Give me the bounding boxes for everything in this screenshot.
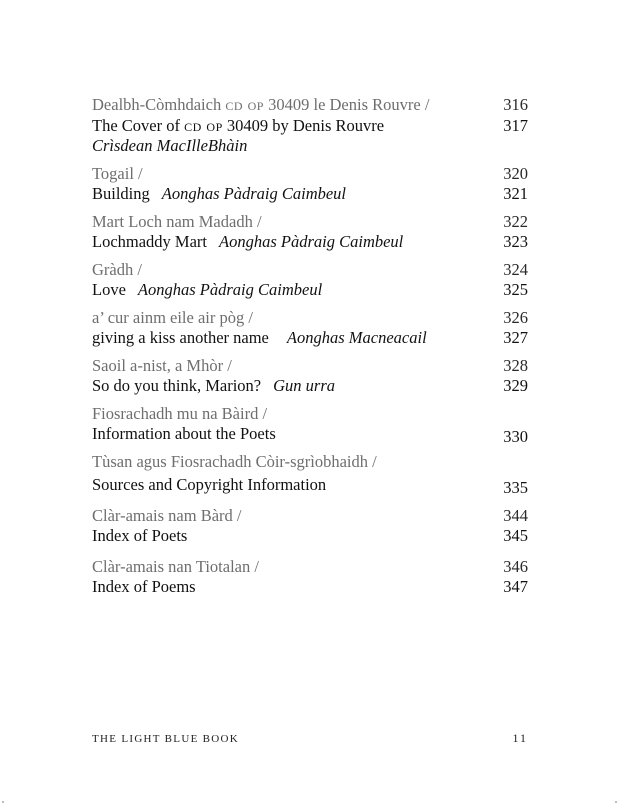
toc-gaelic-line	[92, 164, 528, 185]
toc-gaelic-line	[92, 404, 528, 425]
page-footer	[92, 731, 528, 746]
toc-english-title: Information about the Poets	[92, 424, 276, 443]
toc-entry	[92, 452, 528, 496]
toc-gaelic-title: Mart Loch nam Madadh /	[92, 211, 262, 231]
toc-page-number: 335	[503, 478, 528, 497]
running-title: THE LIGHT BLUE BOOK	[92, 733, 240, 745]
toc-entry	[92, 356, 528, 397]
toc-gaelic-title: a’ cur ainm eile air pòg /	[92, 307, 253, 327]
toc-gaelic-title: Tùsan agus Fiosrachadh Còir-sgrìobhaidh /	[92, 451, 377, 471]
toc-entry	[92, 557, 528, 598]
toc-page-number: 330	[503, 427, 528, 446]
toc-gaelic-line	[92, 356, 528, 377]
toc-page-number: 316	[503, 95, 528, 114]
toc-page-number: 329	[503, 376, 528, 395]
catalogue-prefix: cd op	[225, 95, 264, 114]
toc-english-line	[92, 577, 528, 598]
toc-gaelic-line	[92, 452, 528, 473]
toc-page-number: 322	[503, 211, 528, 231]
toc-english-line	[92, 376, 528, 397]
toc-gaelic-line	[92, 260, 528, 281]
toc-author: Crìsdean MacIlleBhàin	[92, 136, 248, 155]
page-folio: 11	[512, 731, 528, 745]
toc-page-number: 324	[503, 259, 528, 279]
toc-author: Aonghas Macneacail	[286, 328, 427, 347]
toc-gaelic-line	[92, 308, 528, 329]
toc-english-title: Sources and Copyright Information	[92, 475, 327, 494]
toc-english-title: Lochmaddy Mart Aonghas Pàdraig Caimbeul	[92, 232, 404, 251]
toc-entry	[92, 212, 528, 253]
toc-gaelic-title: Dealbh-Còmhdaich cd op 30409 le Denis Rouvre /	[92, 95, 430, 114]
toc-author: Aonghas Pàdraig Caimbeul	[161, 184, 347, 203]
toc-gaelic-title: Clàr-amais nam Bàrd /	[92, 505, 242, 525]
toc-gaelic-title: Togail /	[92, 163, 143, 183]
toc-english-title: Index of Poets	[92, 526, 188, 545]
toc-page-number: 326	[503, 307, 528, 327]
toc-page-number: 328	[503, 355, 528, 375]
toc-page-number: 323	[503, 232, 528, 251]
toc-gaelic-line	[92, 212, 528, 233]
toc-page-number: 327	[503, 328, 528, 347]
toc-gaelic-title: Saoil a-nist, a Mhòr /	[92, 355, 232, 375]
toc-page-number: 320	[503, 163, 528, 183]
toc-english-title: Building Aonghas Pàdraig Caimbeul	[92, 184, 347, 203]
crop-mark	[615, 801, 617, 803]
catalogue-prefix: cd op	[184, 115, 223, 135]
toc-english-line	[92, 280, 528, 301]
toc-entry	[92, 506, 528, 547]
toc-page-number: 345	[503, 526, 528, 545]
toc-english-line	[92, 232, 528, 253]
toc-english-line	[92, 424, 528, 445]
table-of-contents	[92, 95, 528, 605]
toc-page-number: 347	[503, 577, 528, 596]
toc-gaelic-line	[92, 95, 528, 116]
toc-author: Aonghas Pàdraig Caimbeul	[219, 232, 404, 251]
toc-page-number: 344	[503, 505, 528, 525]
toc-gaelic-title: Clàr-amais nan Tiotalan /	[92, 556, 259, 576]
toc-english-title: Love Aonghas Pàdraig Caimbeul	[92, 280, 323, 299]
toc-author-line	[92, 136, 528, 157]
toc-english-line	[92, 184, 528, 205]
toc-english-title: giving a kiss another name Aonghas Macneacail	[92, 328, 427, 347]
toc-page-number: 321	[503, 184, 528, 203]
toc-english-title: Index of Poems	[92, 577, 196, 596]
toc-entry	[92, 164, 528, 205]
toc-gaelic-line	[92, 506, 528, 527]
toc-english-line	[92, 328, 528, 349]
toc-entry	[92, 260, 528, 301]
toc-entry	[92, 308, 528, 349]
toc-english-title: So do you think, Marion? Gun urra	[92, 376, 336, 395]
toc-gaelic-line	[92, 557, 528, 578]
toc-english-line	[92, 116, 528, 137]
toc-entry	[92, 404, 528, 445]
toc-page-number: 325	[503, 280, 528, 299]
toc-gaelic-title: Fiosrachadh mu na Bàird /	[92, 403, 268, 423]
toc-english-line	[92, 475, 528, 496]
toc-page-number: 346	[503, 556, 528, 576]
toc-author: Aonghas Pàdraig Caimbeul	[137, 280, 323, 299]
toc-english-title: The Cover of cd op 30409 by Denis Rouvre	[92, 115, 385, 135]
toc-author: Gun urra	[273, 376, 336, 395]
crop-mark	[2, 801, 4, 803]
toc-entry	[92, 95, 528, 157]
toc-page-number: 317	[503, 115, 528, 135]
toc-english-line	[92, 526, 528, 547]
toc-gaelic-title: Gràdh /	[92, 259, 142, 279]
